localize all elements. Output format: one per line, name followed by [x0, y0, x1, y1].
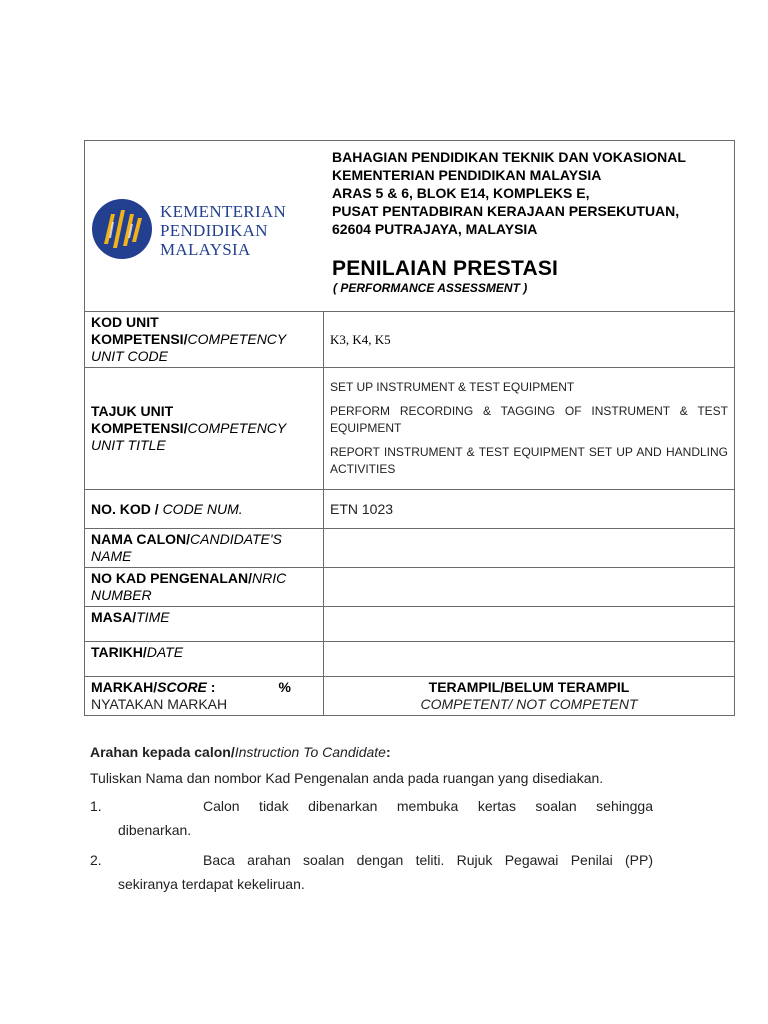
status-bold: TERAMPIL/BELUM TERAMPIL [428, 679, 630, 695]
value-status [324, 677, 735, 716]
label-masa [85, 607, 324, 642]
row-kod-unit [85, 312, 735, 368]
row-tarikh [85, 642, 735, 677]
label-italic: CANDIDATE'S NAME [91, 531, 282, 564]
label-italic: NRIC NUMBER [91, 570, 287, 603]
label-bold: TARIKH/ [91, 644, 147, 660]
label-no-kod [85, 490, 324, 529]
label-italic: SCORE [157, 679, 207, 695]
field-masa[interactable] [324, 607, 735, 642]
markah-note: NYATAKAN MARKAH [91, 696, 228, 712]
label-nokp [85, 568, 324, 607]
instructions-intro: Tuliskan Nama dan nombor Kad Pengenalan anda pada ruangan yang disediakan. [90, 770, 604, 786]
label-bold: MARKAH/ [91, 679, 158, 695]
item-text: Calon tidak dibenarkan membuka kertas soalan sehingga [203, 798, 653, 814]
status-italic: COMPETENT/ NOT COMPETENT [420, 696, 638, 712]
heading-colon: : [385, 744, 391, 760]
address-line: BAHAGIAN PENDIDIKAN TEKNIK DAN VOKASIONAL [332, 149, 686, 165]
instructions-heading [90, 744, 653, 760]
value-no-kod: ETN 1023 [324, 490, 735, 529]
logo-text-line: MALAYSIA [160, 240, 251, 259]
row-nokp [85, 568, 735, 607]
unit-title-item: SET UP INSTRUMENT & TEST EQUIPMENT [330, 380, 575, 394]
item-number: 1. [90, 798, 102, 814]
address-line: 62604 PUTRAJAYA, MALAYSIA [332, 221, 538, 237]
address-line: PUSAT PENTADBIRAN KERAJAAN PERSEKUTUAN, [332, 203, 680, 219]
label-bold: KOD UNIT KOMPETENSI/ [91, 314, 188, 347]
score-colon: : [206, 679, 216, 695]
heading-bold: Arahan kepada calon/ [90, 744, 235, 760]
value-tajuk-unit [324, 368, 735, 490]
value-kod-unit: K3, K4, K5 [324, 312, 735, 368]
document-subtitle: ( PERFORMANCE ASSESSMENT ) [333, 281, 528, 295]
field-nokp[interactable] [324, 568, 735, 607]
label-bold: NO. KOD / [91, 500, 163, 517]
kpm-logo [90, 198, 320, 262]
logo-wordmark [160, 202, 286, 259]
kpm-emblem-icon [90, 198, 154, 262]
instruction-item-1 [90, 798, 653, 838]
logo-text-line: PENDIDIKAN [160, 221, 268, 240]
heading-italic: Instruction To Candidate [234, 744, 386, 760]
address-line: ARAS 5 & 6, BLOK E14, KOMPLEKS E, [332, 185, 590, 201]
label-nama [85, 529, 324, 568]
label-bold: TAJUK UNIT KOMPETENSI/ [91, 403, 188, 436]
label-italic: COMPETENCY UNIT CODE [91, 331, 287, 364]
document-title: PENILAIAN PRESTASI [332, 257, 559, 280]
row-no-kod [85, 490, 735, 529]
item-text-continued: dibenarkan. [118, 822, 192, 838]
label-italic: TIME [136, 609, 170, 625]
item-text-continued: sekiranya terdapat kekeliruan. [118, 876, 305, 892]
field-nama[interactable] [324, 529, 735, 568]
label-bold: NAMA CALON/ [91, 531, 191, 547]
row-nama [85, 529, 735, 568]
label-bold: NO KAD PENGENALAN/ [91, 570, 253, 586]
label-italic: CODE NUM. [162, 500, 243, 517]
label-bold: MASA/ [91, 609, 137, 625]
item-text: Baca arahan soalan dengan teliti. Rujuk Pegawai Penilai (PP) [203, 852, 653, 868]
percent-sign: % [278, 679, 291, 695]
unit-title-item: REPORT INSTRUMENT & TEST EQUIPMENT SET UP AND HANDLING ACTIVITIES [330, 445, 728, 476]
agency-address [332, 148, 686, 238]
instruction-item-2 [90, 852, 653, 892]
unit-title-item: PERFORM RECORDING & TAGGING OF INSTRUMENT & TEST EQUIPMENT [330, 404, 728, 435]
label-kod-unit [85, 312, 324, 368]
row-tajuk-unit [85, 368, 735, 490]
row-masa [85, 607, 735, 642]
label-italic: DATE [146, 644, 184, 660]
address-line: KEMENTERIAN PENDIDIKAN MALAYSIA [332, 167, 602, 183]
row-markah [85, 677, 735, 716]
logo-text-line: KEMENTERIAN [160, 202, 287, 221]
label-markah [85, 677, 324, 716]
label-tarikh [85, 642, 324, 677]
markah-line [91, 679, 317, 696]
item-number: 2. [90, 852, 102, 868]
field-tarikh[interactable] [324, 642, 735, 677]
label-tajuk-unit [85, 368, 324, 490]
label-italic: COMPETENCY UNIT TITLE [91, 420, 287, 453]
